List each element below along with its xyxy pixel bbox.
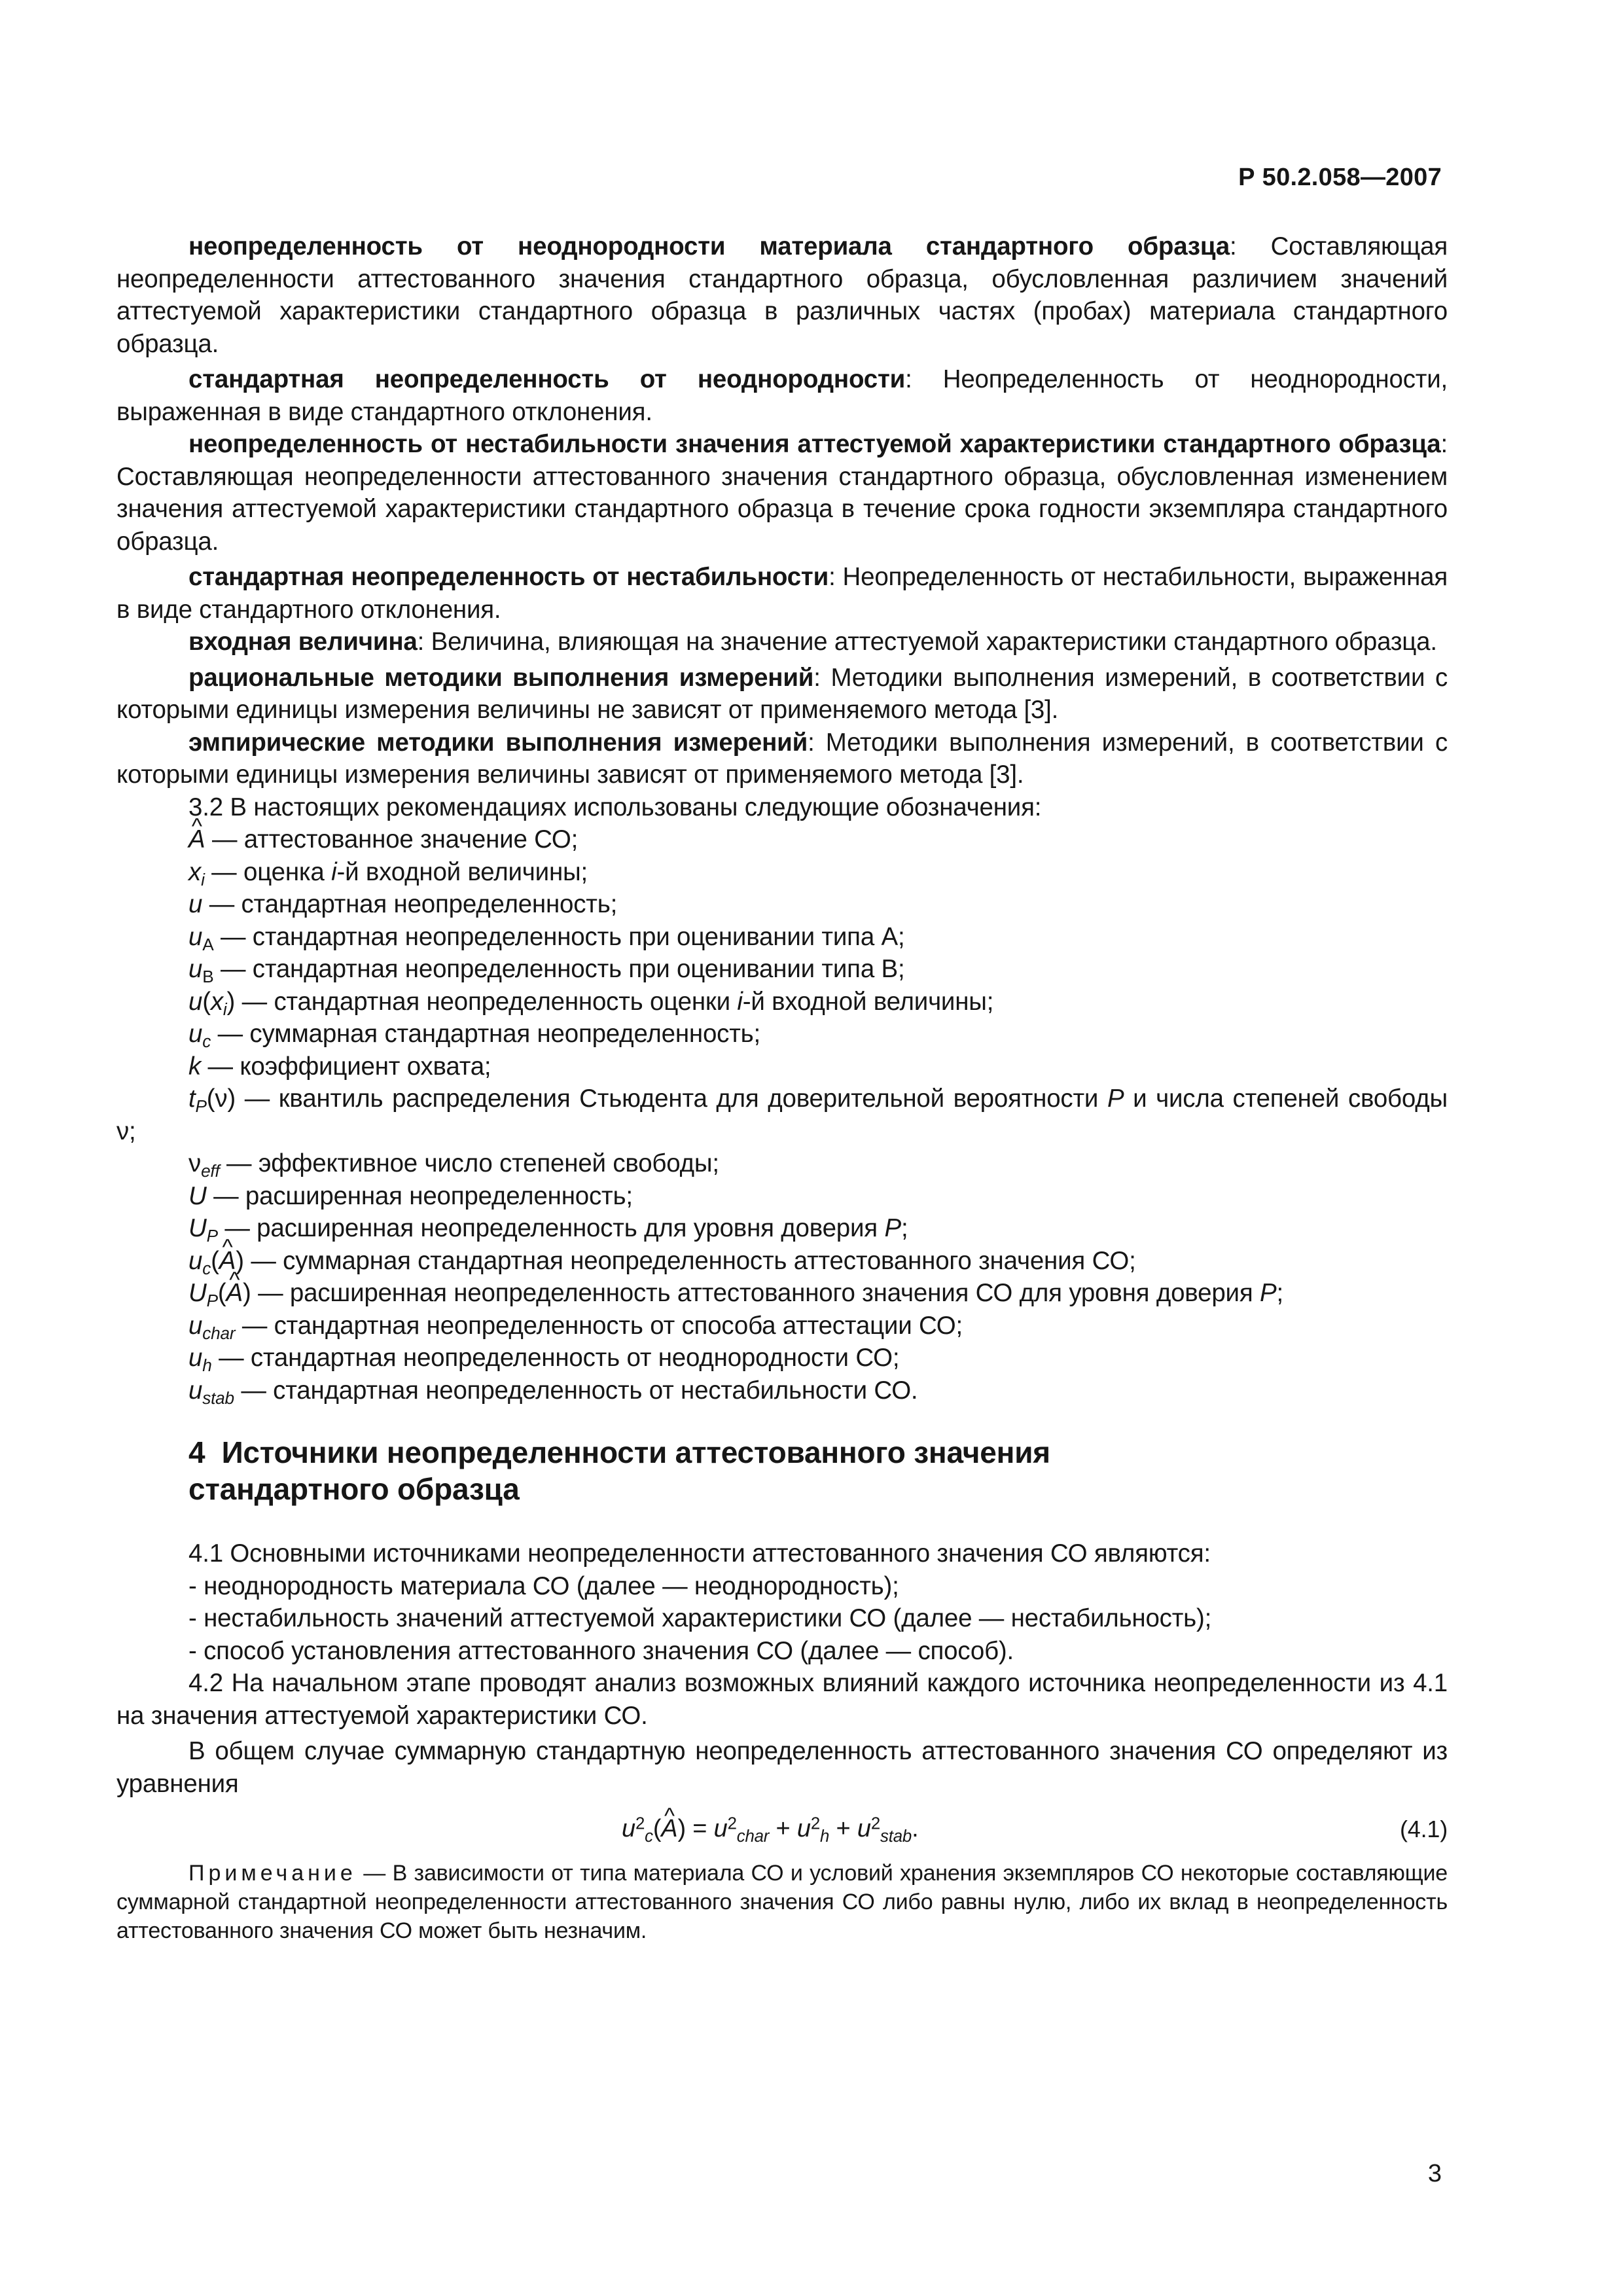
term: рациональные методики выполнения измерений xyxy=(188,663,814,692)
symbol-k: k — коэффициент охвата; xyxy=(188,1052,491,1081)
symbol-u-a: $u_A$ — стандартная неопределенность при оценивании типа А; xyxy=(188,922,905,954)
section-title-line2: стандартного образца xyxy=(188,1472,520,1506)
term-text: : Методики выполнения измерений, в соответствии с которыми единицы измерения величины зависят от применяемого метода [3]. xyxy=(116,728,1448,789)
symbol-v-eff: $\nu_{eff}$ — эффективное число степеней свободы; xyxy=(188,1149,719,1181)
symbol-a-hat: ^ A — аттестованное значение СО; xyxy=(116,823,1448,856)
symbol-u-p-a: $U_P(\^{}$ A) — расширенная неопределенность аттестованного значения СО для уровня доверия P; xyxy=(116,1277,1448,1310)
symbol-u-c: $u_c$ — суммарная стандартная неопределенность; xyxy=(188,1020,761,1051)
definition-input-quantity xyxy=(116,626,1448,658)
symbol-x-i: $x_i$ — оценка i-й входной величины; xyxy=(188,857,588,889)
symbol-u-p: $U_P$ — расширенная неопределенность для уровня доверия P; xyxy=(188,1214,908,1246)
page-content xyxy=(116,230,1448,1945)
term-text: : Методики выполнения измерений, в соответствии с которыми единицы измерения величины не зависят от применяемого метода [3]. xyxy=(116,663,1448,724)
term: эмпирические методики выполнения измерений xyxy=(188,728,808,757)
term-text: : Составляющая неопределенности аттестованного значения стандартного образца, обусловленная изменением значения аттестуемой характеристики стандартного образца в течение срока годности экземпляра стандартного образца. xyxy=(116,430,1448,556)
symbol-u-b: $u_B$ — стандартная неопределенность при оценивании типа В; xyxy=(188,955,905,986)
definition-rational-methods xyxy=(116,662,1448,726)
bullet-item: - неоднородность материала СО (далее — неоднородность); xyxy=(188,1571,899,1600)
bullet-item: - способ установления аттестованного значения СО (далее — способ). xyxy=(188,1636,1014,1665)
term: стандартная неопределенность от неоднородности xyxy=(188,365,906,393)
symbol-u: u — стандартная неопределенность; xyxy=(188,890,618,918)
symbol-t-p: $t_P(\nu)$ — квантиль распределения Стьюдента для доверительной вероятности P и числа степеней свободы ν; xyxy=(116,1085,1448,1145)
symbol-u-xi: $u(x_i)$ — стандартная неопределенность оценки i-й входной величины; xyxy=(188,987,994,1019)
section-number: 4 xyxy=(188,1435,205,1469)
symbol-u-expanded: U — расширенная неопределенность; xyxy=(188,1181,633,1210)
note xyxy=(116,1859,1448,1945)
equation-4-1 xyxy=(116,1805,1448,1852)
definition-empirical-methods xyxy=(116,726,1448,791)
symbol-u-h: $u_h$ — стандартная неопределенность от неоднородности СО; xyxy=(188,1344,900,1375)
term: неопределенность от неоднородности материала стандартного образца xyxy=(188,232,1230,260)
symbol-u-c-a: $u_c(\^{}$ A) — суммарная стандартная неопределенность аттестованного значения СО; xyxy=(116,1245,1448,1278)
paragraph-4-2: 4.2 На начальном этапе проводят анализ возможных влияний каждого источника неопределенности из 4.1 на значения аттестуемой характеристики СО. xyxy=(116,1669,1448,1730)
page-number: 3 xyxy=(1427,2160,1442,2187)
section-4-heading xyxy=(116,1434,1448,1507)
note-text: — В зависимости от типа материала СО и условий хранения экземпляров СО некоторые составляющие суммарной стандартной неопределенности аттестованного значения СО либо равны нулю, либо их вклад в неопределенность аттестованного значения СО может быть незначим. xyxy=(116,1861,1448,1943)
document-id: Р 50.2.058—2007 xyxy=(1238,164,1442,191)
equation-formula: $u^2_c(\^{}$ $A) = u^2_{char} + u^2_h + u^2_{stab}$. xyxy=(622,1813,918,1846)
term-text: : Величина, влияющая на значение аттестуемой характеристики стандартного образца. xyxy=(417,628,1437,656)
note-label: Примечание xyxy=(188,1861,357,1886)
term-text: : Составляющая неопределенности аттестованного значения стандартного образца, обусловленная различием значений аттестуемой характеристики стандартного образца в различных частях (пробах) материала стандартного образца. xyxy=(116,232,1448,358)
term-text: : Неопределенность от неоднородности, выраженная в виде стандартного отклонения. xyxy=(116,365,1448,426)
paragraph-4-1: 4.1 Основными источниками неопределенности аттестованного значения СО являются: xyxy=(188,1539,1211,1568)
definition-instability xyxy=(116,428,1448,558)
definition-inhomogeneity xyxy=(116,230,1448,360)
definition-std-instability xyxy=(116,561,1448,626)
term: неопределенность от нестабильности значения аттестуемой характеристики стандартного образца xyxy=(188,430,1441,458)
paragraph-equation-intro: В общем случае суммарную стандартную неопределенность аттестованного значения СО определяют из уравнения xyxy=(116,1737,1448,1798)
term-text: : Неопределенность от нестабильности, выраженная в виде стандартного отклонения. xyxy=(116,563,1448,624)
section-title-line1: Источники неопределенности аттестованного значения xyxy=(221,1435,1050,1469)
term: входная величина xyxy=(188,628,418,656)
equation-number: (4.1) xyxy=(1399,1816,1448,1842)
symbol-u-stab: $u_{stab}$ — стандартная неопределенность от нестабильности СО. xyxy=(188,1376,918,1408)
definition-std-inhomogeneity xyxy=(116,363,1448,428)
bullet-item: - нестабильность значений аттестуемой характеристики СО (далее — нестабильность); xyxy=(188,1604,1212,1632)
term: стандартная неопределенность от нестабильности xyxy=(188,563,829,591)
symbols-intro: 3.2 В настоящих рекомендациях использованы следующие обозначения: xyxy=(188,793,1042,821)
symbol-u-char: $u_{char}$ — стандартная неопределенность от способа аттестации СО; xyxy=(188,1311,963,1343)
